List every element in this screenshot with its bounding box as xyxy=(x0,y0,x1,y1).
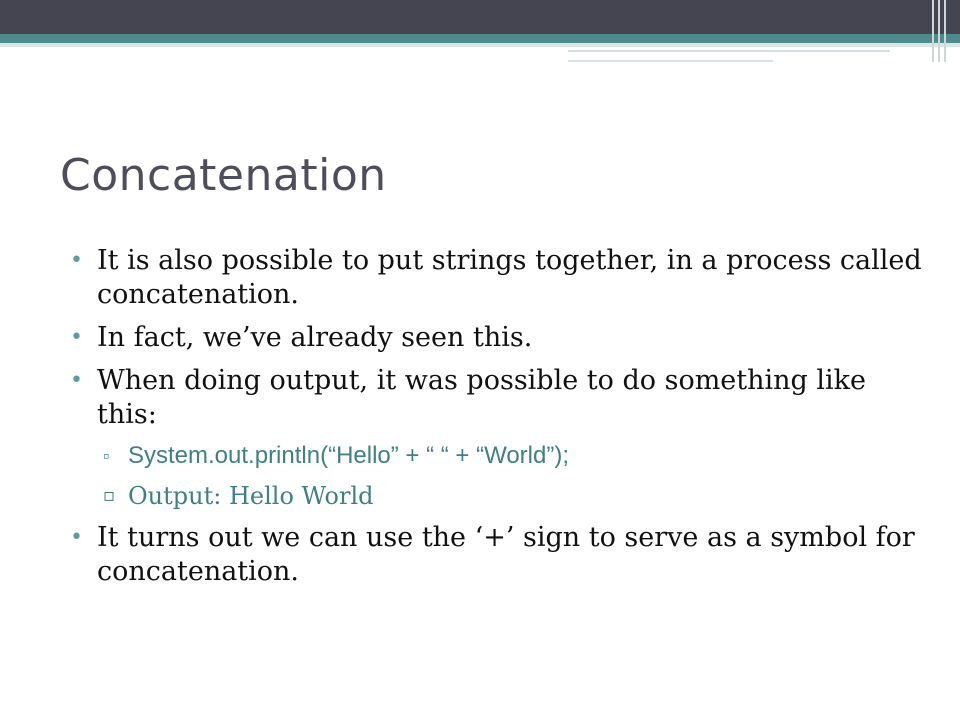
bullet-item xyxy=(70,521,930,589)
bullet-marker: • xyxy=(70,248,83,273)
slide-title: Concatenation xyxy=(60,150,387,201)
slide-body xyxy=(70,244,930,598)
decorative-stripe xyxy=(938,0,940,62)
bullet-item xyxy=(70,244,930,312)
bullet-marker: • xyxy=(70,368,83,393)
decorative-stripe xyxy=(932,0,934,62)
bullet-marker: • xyxy=(70,325,83,350)
decorative-line xyxy=(568,60,773,62)
bullet-text: When doing output, it was possible to do something like this: xyxy=(97,365,867,430)
header-bar xyxy=(0,0,960,34)
bullet-text: It is also possible to put strings together, in a process called concatenation. xyxy=(97,245,922,310)
decorative-line xyxy=(568,50,890,52)
bullet-marker: • xyxy=(70,525,83,550)
bullet-text: It turns out we can use the ‘+’ sign to serve as a symbol for concatenation. xyxy=(97,522,915,587)
sub-bullet-item xyxy=(70,441,930,471)
output-example: Output: Hello World xyxy=(128,482,374,510)
code-example: System.out.println(“Hello” + “ “ + “World”); xyxy=(128,442,569,469)
bullet-item xyxy=(70,364,930,432)
sub-bullet-item xyxy=(70,481,930,511)
header-light-bar xyxy=(0,43,960,47)
sub-bullet-marker: ▫ xyxy=(103,446,110,466)
sub-bullet-marker: ▫ xyxy=(103,485,116,506)
decorative-stripe xyxy=(944,0,946,62)
header-accent-bar xyxy=(0,34,960,43)
bullet-text: In fact, we’ve already seen this. xyxy=(97,322,533,353)
bullet-item xyxy=(70,321,930,355)
